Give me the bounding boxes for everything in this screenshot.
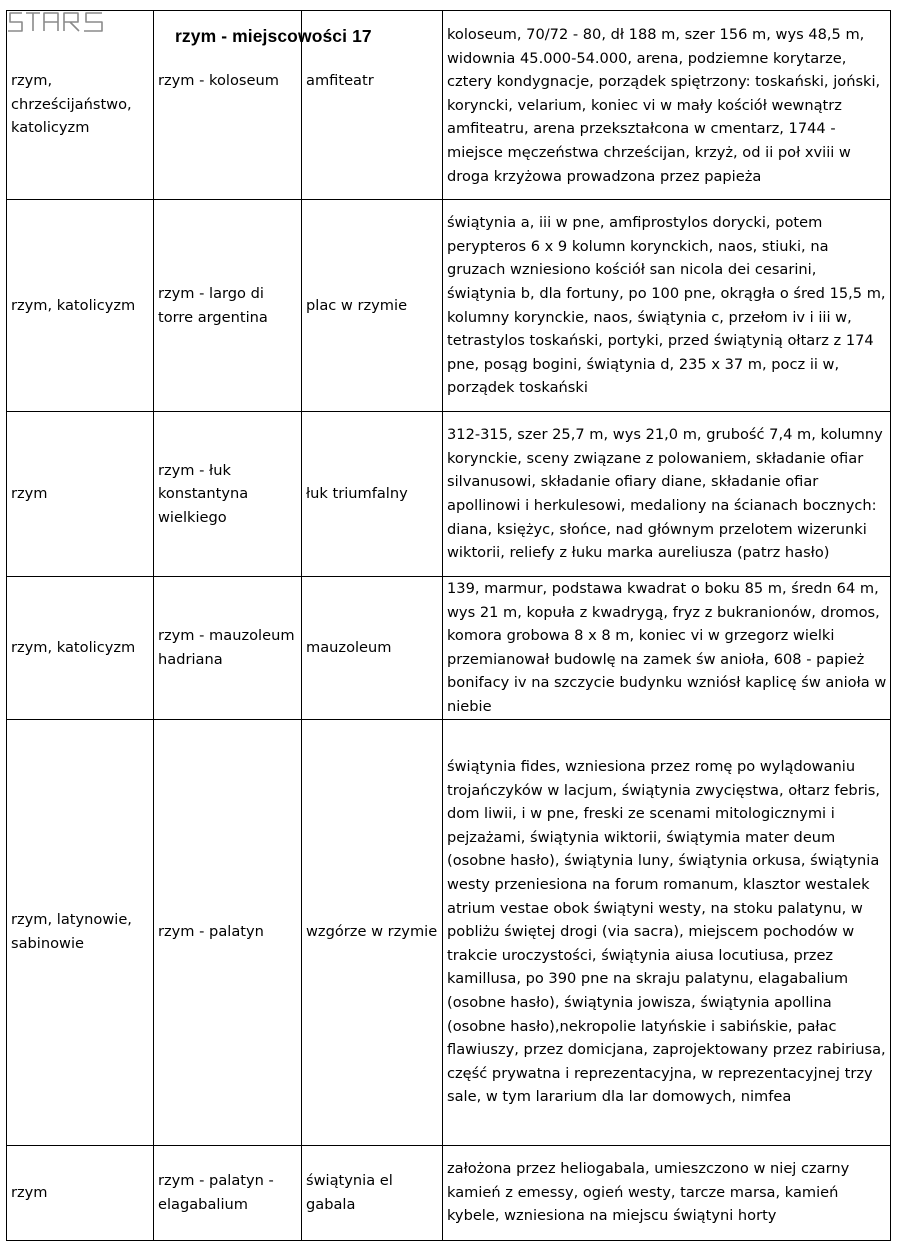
- description-cell: świątynia a, iii w pne, amfiprostylos dorycki, potem perypteros 6 x 9 kolumn korynckich, naos, stiuki, na gruzach wzniesiono kościół san nicola dei cesarini, świątynia b, dla fortuny, po 100 pne, okrągła o śred 15,5 m, kolumny korynckie, naos, świątynia c, przełom iv i iii w, tetrastylos toskański, portyki, przed świątynią ołtarz z 174 pne, posąg bogini, świątynia d, 235 x 37 m, pocz ii w, porządek toskański: [443, 200, 891, 412]
- tags-cell: rzym, katolicyzm: [7, 200, 154, 412]
- name-cell: rzym - palatyn: [154, 719, 302, 1145]
- stars-logo-graphic: [6, 9, 106, 35]
- tags-cell: rzym, latynowie, sabinowie: [7, 719, 154, 1145]
- type-cell: mauzoleum: [302, 577, 443, 720]
- name-cell: rzym - palatyn - elagabalium: [154, 1145, 302, 1240]
- page-title: rzym - miejscowości 17: [175, 26, 372, 46]
- name-cell: rzym - mauzoleum hadriana: [154, 577, 302, 720]
- tags-cell: rzym, katolicyzm: [7, 577, 154, 720]
- tags-cell: rzym: [7, 1145, 154, 1240]
- description-cell: założona przez heliogabala, umieszczono w niej czarny kamień z emessy, ogień westy, tarcze marsa, kamień kybele, wzniesiona na miejscu świątyni horty: [443, 1145, 891, 1240]
- type-cell: amfiteatr: [302, 11, 443, 200]
- description-cell: koloseum, 70/72 - 80, dł 188 m, szer 156 m, wys 48,5 m, widownia 45.000-54.000, arena, podziemne korytarze, cztery kondygnacje, porządek spiętrzony: toskański, joński, koryncki, velarium, koniec vi w mały kościół wewnątrz amfiteatru, arena przekształcona w cmentarz, 1744 - miejsce męczeństwa chrześcijan, krzyż, od ii poł xviii w droga krzyżowa prowadzona przez papieża: [443, 11, 891, 200]
- table-row: [7, 1145, 891, 1240]
- entries-table: [6, 10, 891, 1241]
- type-cell: wzgórze w rzymie: [302, 719, 443, 1145]
- type-cell: świątynia el gabala: [302, 1145, 443, 1240]
- table-row: [7, 200, 891, 412]
- table-row: [7, 11, 891, 200]
- description-cell: świątynia fides, wzniesiona przez romę po wylądowaniu trojańczyków w lacjum, świątynia zwycięstwa, ołtarz febris, dom liwii, i w pne, freski ze scenami mitologicznymi i pejzażami, świątynia wiktorii, świątymia mater deum (osobne hasło), świątynia luny, świątynia orkusa, świątynia westy przeniesiona na forum romanum, klasztor westalek atrium vestae obok świątyni westy, na stoku palatynu, w pobliżu świętej drogi (via sacra), miejscem pochodów w trakcie uroczystości, świątynia aiusa locutiusa, przez kamillusa, po 390 pne na skraju palatynu, elagabalium (osobne hasło), świątynia jowisza, świątynia apollina (osobne hasło),nekropolie latyńskie i sabińskie, pałac flawiuszy, przez domicjana, zaprojektowany przez rabiriusa, część prywatna i reprezentacyjna, w reprezentacyjnej trzy sale, w tym lararium dla lar domowych, nimfea: [443, 719, 891, 1145]
- table-row: [7, 577, 891, 720]
- stars-logo-icon: [6, 9, 106, 35]
- name-cell: rzym - koloseum: [154, 11, 302, 200]
- table-row: [7, 719, 891, 1145]
- table-row: [7, 412, 891, 577]
- type-cell: łuk triumfalny: [302, 412, 443, 577]
- tags-cell: rzym, chrześcijaństwo, katolicyzm: [7, 11, 154, 200]
- name-cell: rzym - largo di torre argentina: [154, 200, 302, 412]
- description-cell: 139, marmur, podstawa kwadrat o boku 85 m, średn 64 m, wys 21 m, kopuła z kwadrygą, fryz z bukranionów, dromos, komora grobowa 8 x 8 m, koniec vi w grzegorz wielki przemianował budowlę na zamek św anioła, 608 - papież bonifacy iv na szczycie budynku wzniósł kaplicę św anioła w niebie: [443, 577, 891, 720]
- tags-cell: rzym: [7, 412, 154, 577]
- name-cell: rzym - łuk konstantyna wielkiego: [154, 412, 302, 577]
- type-cell: plac w rzymie: [302, 200, 443, 412]
- description-cell: 312-315, szer 25,7 m, wys 21,0 m, grubość 7,4 m, kolumny korynckie, sceny związane z polowaniem, składanie ofiar silvanusowi, składanie ofiary diane, składanie ofiar apollinowi i herkulesowi, medaliony na ścianach bocznych: diana, księżyc, słońce, nad głównym przelotem wizerunki wiktorii, reliefy z łuku marka aureliusza (patrz hasło): [443, 412, 891, 577]
